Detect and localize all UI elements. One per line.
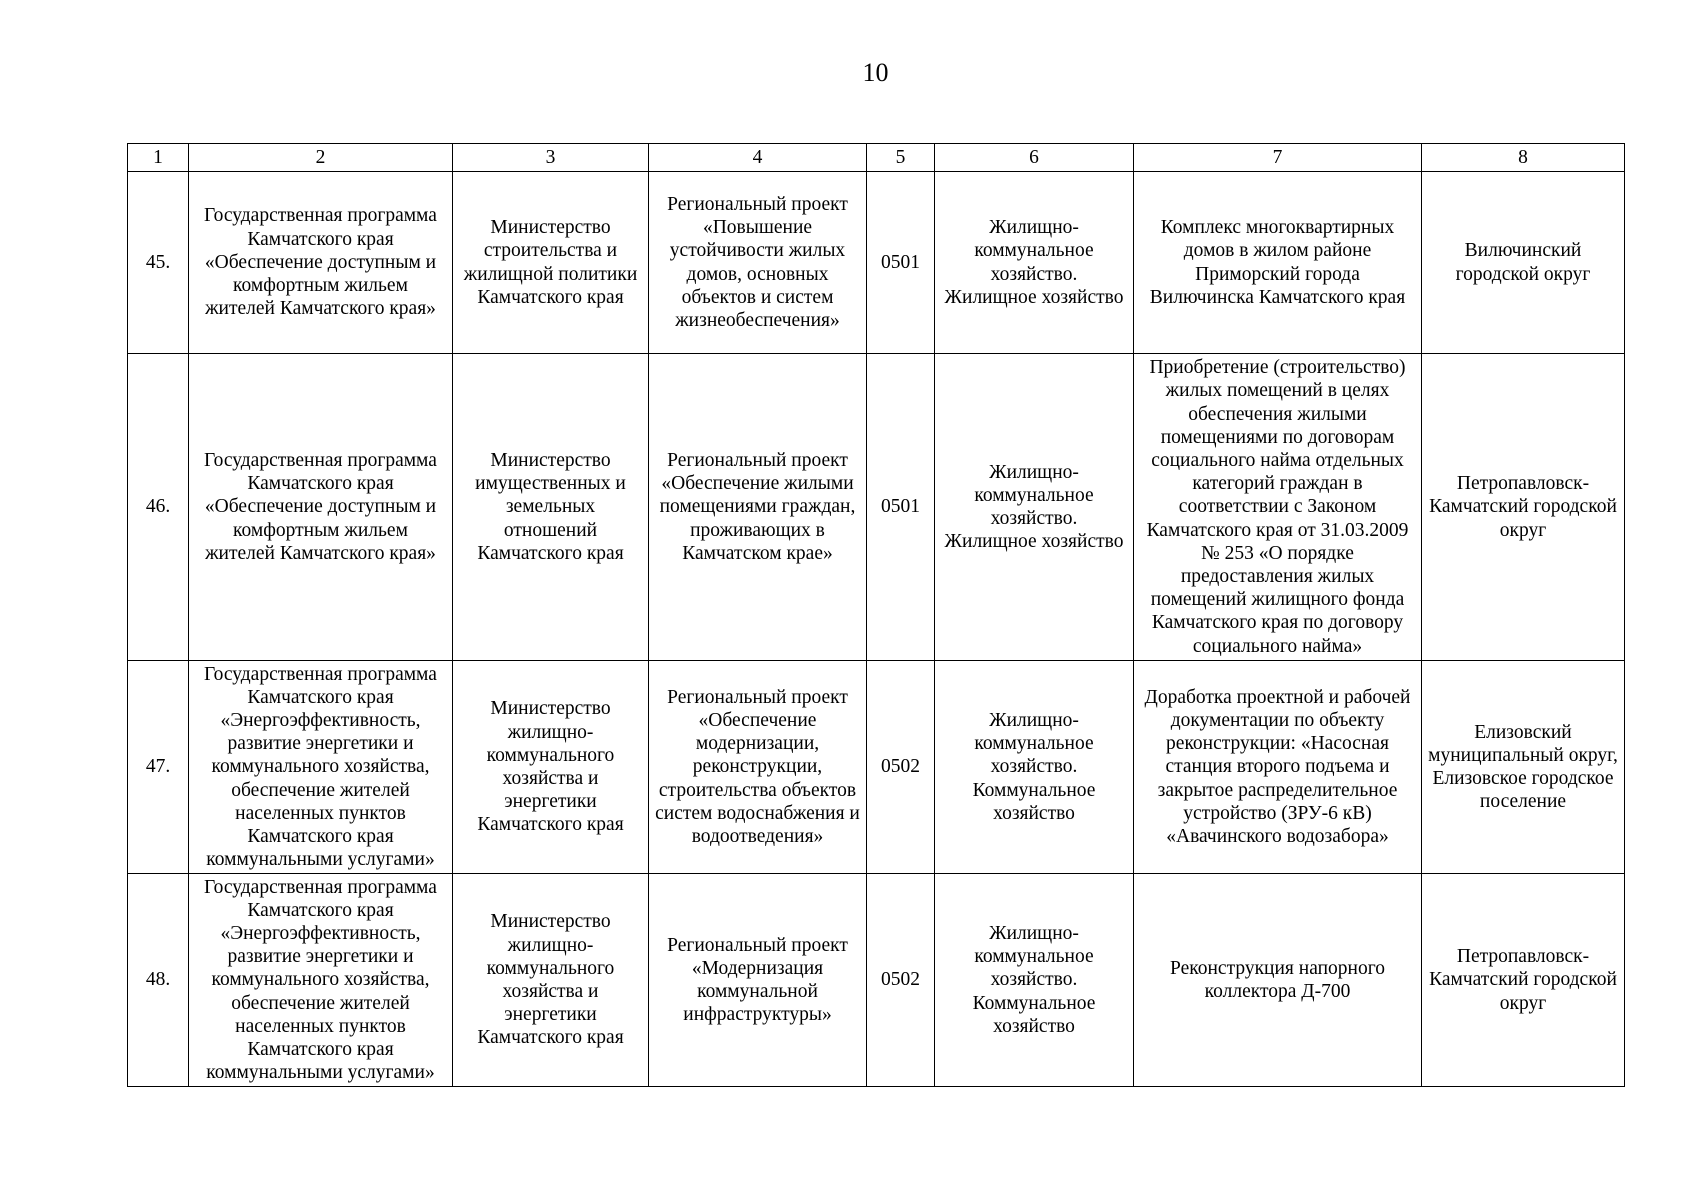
code-cell: 0502 (867, 874, 935, 1087)
program-cell: Государственная программа Камчатского края «Энергоэффективность, развитие энергетики и коммунального хозяйства, обеспечение жителей населенных пунктов Камчатского края коммунальными услугами» (189, 661, 453, 874)
table-row (128, 172, 1625, 354)
row-number-cell: 47. (128, 661, 189, 874)
municipality-cell: Петропавловск- Камчатский городской округ (1422, 874, 1625, 1087)
object-cell: Приобретение (строительство) жилых помещений в целях обеспечения жилыми помещениями по договорам социального найма отдельных категорий граждан в соответствии с Законом Камчатского края от 31.03.2009 № 253 «О порядке предоставления жилых помещений жилищного фонда Камчатского края по договору социального найма» (1134, 354, 1422, 661)
municipality-cell: Елизовский муниципальный округ, Елизовское городское поселение (1422, 661, 1625, 874)
table-row (128, 874, 1625, 1087)
program-cell: Государственная программа Камчатского края «Обеспечение доступным и комфортным жильем жителей Камчатского края» (189, 354, 453, 661)
table-header-row (128, 144, 1625, 172)
section-cell: Жилищно- коммунальное хозяйство. Жилищное хозяйство (935, 172, 1134, 354)
objects-table (127, 143, 1625, 1087)
column-header: 8 (1422, 144, 1625, 172)
column-header: 5 (867, 144, 935, 172)
executor-cell: Министерство строительства и жилищной политики Камчатского края (453, 172, 649, 354)
section-cell: Жилищно- коммунальное хозяйство. Коммунальное хозяйство (935, 874, 1134, 1087)
object-cell: Комплекс многоквартирных домов в жилом районе Приморский города Вилючинска Камчатского края (1134, 172, 1422, 354)
column-header: 7 (1134, 144, 1422, 172)
column-header: 4 (649, 144, 867, 172)
municipality-cell: Вилючинский городской округ (1422, 172, 1625, 354)
row-number-cell: 45. (128, 172, 189, 354)
code-cell: 0501 (867, 172, 935, 354)
program-cell: Государственная программа Камчатского края «Обеспечение доступным и комфортным жильем жителей Камчатского края» (189, 172, 453, 354)
executor-cell: Министерство жилищно- коммунального хозяйства и энергетики Камчатского края (453, 661, 649, 874)
project-cell: Региональный проект «Обеспечение модернизации, реконструкции, строительства объектов систем водоснабжения и водоотведения» (649, 661, 867, 874)
row-number-cell: 46. (128, 354, 189, 661)
column-header: 2 (189, 144, 453, 172)
object-cell: Доработка проектной и рабочей документации по объекту реконструкции: «Насосная станция второго подъема и закрытое распределительное устройство (ЗРУ-6 кВ) «Авачинского водозабора» (1134, 661, 1422, 874)
section-cell: Жилищно- коммунальное хозяйство. Коммунальное хозяйство (935, 661, 1134, 874)
executor-cell: Министерство жилищно- коммунального хозяйства и энергетики Камчатского края (453, 874, 649, 1087)
object-cell: Реконструкция напорного коллектора Д-700 (1134, 874, 1422, 1087)
table-row (128, 354, 1625, 661)
column-header: 3 (453, 144, 649, 172)
column-header: 6 (935, 144, 1134, 172)
table-row (128, 661, 1625, 874)
code-cell: 0502 (867, 661, 935, 874)
municipality-cell: Петропавловск- Камчатский городской округ (1422, 354, 1625, 661)
program-cell: Государственная программа Камчатского края «Энергоэффективность, развитие энергетики и коммунального хозяйства, обеспечение жителей населенных пунктов Камчатского края коммунальными услугами» (189, 874, 453, 1087)
project-cell: Региональный проект «Повышение устойчивости жилых домов, основных объектов и систем жизнеобеспечения» (649, 172, 867, 354)
column-header: 1 (128, 144, 189, 172)
code-cell: 0501 (867, 354, 935, 661)
project-cell: Региональный проект «Обеспечение жилыми помещениями граждан, проживающих в Камчатском крае» (649, 354, 867, 661)
project-cell: Региональный проект «Модернизация коммунальной инфраструктуры» (649, 874, 867, 1087)
executor-cell: Министерство имущественных и земельных отношений Камчатского края (453, 354, 649, 661)
page-number: 10 (862, 58, 889, 87)
section-cell: Жилищно- коммунальное хозяйство. Жилищное хозяйство (935, 354, 1134, 661)
row-number-cell: 48. (128, 874, 189, 1087)
